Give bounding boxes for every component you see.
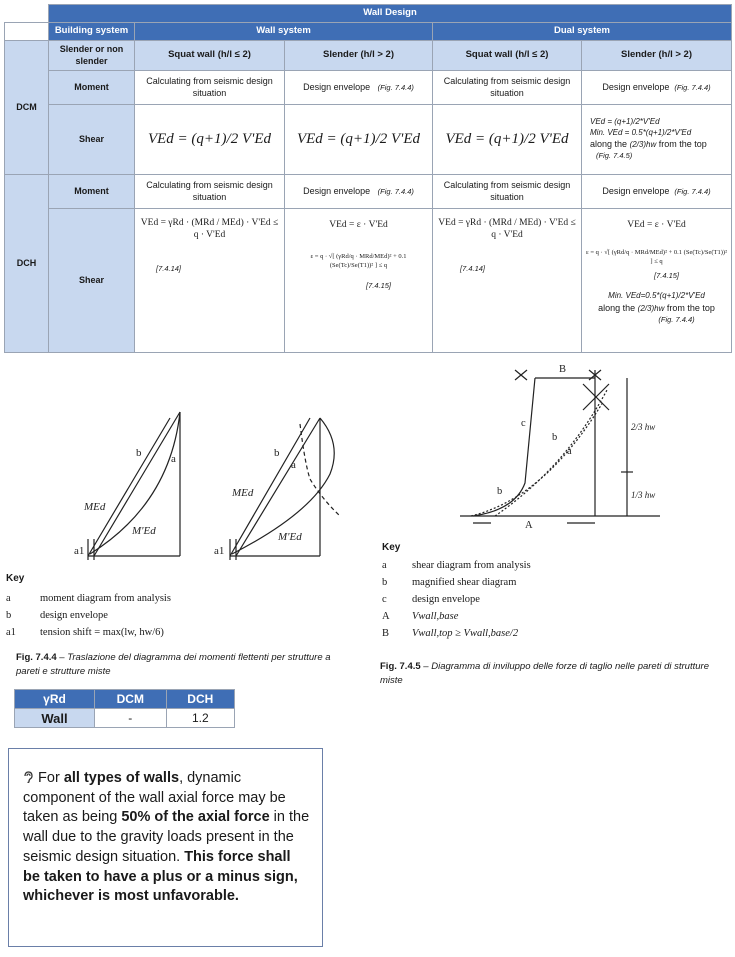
dcm-wall-slender-shear: VEd = (q+1)/2 V'Ed [285, 104, 433, 174]
table-corner [5, 5, 49, 23]
dch-dual-slender-moment: Design envelope (Fig. 7.4.4) [582, 174, 732, 208]
dch-wall-slender-moment: Design envelope (Fig. 7.4.4) [285, 174, 433, 208]
fig-745-diagram [455, 358, 665, 536]
table-title: Wall Design [49, 5, 732, 23]
fig-744-diagram [60, 404, 360, 569]
dch-wall-squat-moment: Calculating from seismic design situation [135, 174, 285, 208]
dch-dual-squat-moment: Calculating from seismic design situation [433, 174, 582, 208]
dch-moment-label: Moment [49, 174, 135, 208]
fig744-label-b: b [136, 447, 142, 459]
dual-squat-header: Squat wall (h/l ≤ 2) [433, 40, 582, 70]
fig744-label-a-right: a [291, 459, 296, 471]
dcm-dual-slender-shear: VEd = (q+1)/2*V'Ed Min. VEd = 0.5*(q+1)/2*V'Ed along the (2/3)hw from the top (Fig. 7.4.5) [582, 104, 732, 174]
wall-slender-header: Slender (h/l > 2) [285, 40, 433, 70]
wall-dch-value: 1.2 [166, 709, 234, 728]
fig745-key-row: a shear diagram from analysis [382, 560, 531, 571]
gamma-rd-table [14, 689, 235, 728]
fig744-label-med: MEd [84, 501, 106, 513]
fig744-label-b-right: b [274, 447, 280, 459]
fig745-caption: Fig. 7.4.5 – Diagramma di inviluppo delle forze di taglio nelle pareti di strutture miste [380, 661, 709, 686]
dch-shear-label: Shear [49, 208, 135, 352]
fig744-key-row: a1 tension shift = max(lw, hw/6) [6, 627, 164, 638]
fig745-label-b2: b [497, 486, 503, 497]
wall-row-label: Wall [15, 709, 95, 728]
wall-squat-header: Squat wall (h/l ≤ 2) [135, 40, 285, 70]
fig745-label-a: a [567, 446, 572, 457]
fig745-label-2-3: 2/3 hw [631, 422, 656, 432]
fig744-label-med-right: MEd [232, 487, 254, 499]
slender-label: Slender or non slender [49, 40, 135, 70]
fig745-key-row: B Vwall,top ≥ Vwall,base/2 [382, 628, 519, 639]
dcm-moment-label: Moment [49, 70, 135, 104]
dcm-wall-squat-moment: Calculating from seismic design situation [135, 70, 285, 104]
wall-design-table [4, 4, 732, 353]
fig745-label-c: c [521, 418, 526, 429]
fig744-label-a: a [171, 453, 176, 465]
fig744-key: Key a moment diagram from analysis b design envelope a1 tension shift = max(lw, hw/6) [6, 573, 336, 641]
dual-slender-header: Slender (h/l > 2) [582, 40, 732, 70]
wall-system-header: Wall system [135, 22, 433, 40]
dch-dual-slender-shear: VEd = ε · V'Ed ε = q · √[ (γRd/q · MRd/MEd)² + 0.1 (Se(Tc)/Se(T1))² ] ≤ q [7.4.15] Min. VEd=0.5*(q+1)/2*V'Ed along the (2/3)hw from the top (Fig. 7.4.4) [582, 208, 732, 352]
dch-head: DCH [166, 690, 234, 709]
fig745-label-1-3: 1/3 hw [631, 490, 656, 500]
ear-icon [23, 771, 34, 783]
fig745-key-row: b magnified shear diagram [382, 577, 517, 588]
axial-force-note: For all types of walls, dynamic component of the wall axial force may be taken as being 50% of the axial force in the wall due to the gravity loads present in the seismic design situation. This force shall be taken to have a plus or a minus sign, whichever is most unfavorable. [8, 748, 323, 947]
fig745-label-B: B [559, 364, 567, 375]
fig745-key: Key a shear diagram from analysis b magnified shear diagram c design envelope A Vwall,base B Vwall,top ≥ Vwall,base/2 [382, 542, 722, 642]
fig745-key-row: A Vwall,base [382, 611, 459, 622]
fig744-label-medp: M'Ed [132, 525, 156, 537]
dcm-dual-slender-moment: Design envelope (Fig. 7.4.4) [582, 70, 732, 104]
dcm-label: DCM [5, 40, 49, 174]
dcm-head: DCM [95, 690, 167, 709]
fig744-label-a1-right: a1 [214, 545, 225, 557]
fig744-label-medp-right: M'Ed [278, 531, 302, 543]
gamma-head: γRd [15, 690, 95, 709]
dcm-dual-squat-shear: VEd = (q+1)/2 V'Ed [433, 104, 582, 174]
dcm-shear-label: Shear [49, 104, 135, 174]
building-system-header: Building system [49, 22, 135, 40]
fig744-caption: Fig. 7.4.4 – Traslazione del diagramma dei momenti flettenti per strutture a pareti e strutture miste [16, 652, 331, 677]
dch-wall-slender-shear: VEd = ε · V'Ed ε = q · √[ (γRd/q · MRd/MEd)² + 0.1 (Se(Tc)/Se(T1))² ] ≤ q [7.4.15] [285, 208, 433, 352]
dch-wall-squat-shear: VEd = γRd · (MRd / MEd) · V'Ed ≤ q · V'Ed [7.4.14] [135, 208, 285, 352]
fig744-label-a1: a1 [74, 545, 85, 557]
dcm-wall-squat-shear: VEd = (q+1)/2 V'Ed [135, 104, 285, 174]
fig744-key-row: b design envelope [6, 610, 108, 621]
fig744-key-row: a moment diagram from analysis [6, 593, 171, 604]
dch-dual-squat-shear: VEd = γRd · (MRd / MEd) · V'Ed ≤ q · V'Ed [7.4.14] [433, 208, 582, 352]
dch-label: DCH [5, 174, 49, 352]
fig745-key-row: c design envelope [382, 594, 480, 605]
dcm-dual-squat-moment: Calculating from seismic design situation [433, 70, 582, 104]
wall-dcm-value: - [95, 709, 167, 728]
fig745-label-A: A [525, 520, 533, 531]
fig745-label-b: b [552, 432, 558, 443]
dcm-wall-slender-moment: Design envelope (Fig. 7.4.4) [285, 70, 433, 104]
dual-system-header: Dual system [433, 22, 732, 40]
